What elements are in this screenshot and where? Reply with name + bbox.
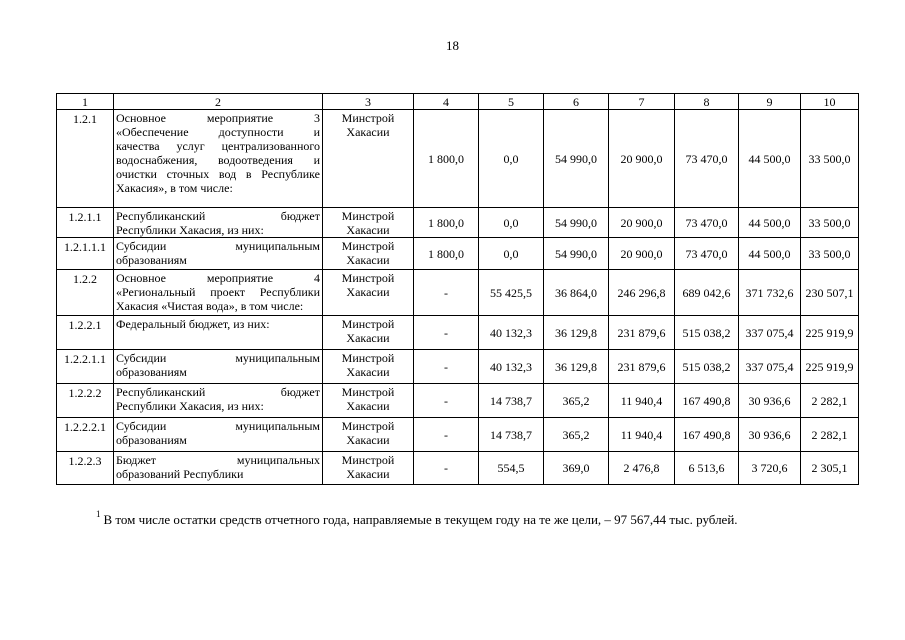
description-line: Республиканский бюджет: [116, 209, 320, 223]
row-description: [114, 350, 323, 384]
value-cell: 369,0: [544, 452, 609, 485]
value-cell: 1 800,0: [414, 208, 479, 238]
org-line: Минстрой: [341, 239, 395, 253]
row-responsible-org: [323, 350, 414, 384]
row-description: [114, 238, 323, 270]
description-line: Бюджет муниципальных: [116, 453, 320, 467]
value-cell: 225 919,9: [801, 316, 859, 350]
value-cell: 0,0: [479, 208, 544, 238]
row-description: [114, 316, 323, 350]
value-cell: 44 500,0: [739, 208, 801, 238]
value-cell: 36 864,0: [544, 270, 609, 316]
description-line: Основное мероприятие 4: [116, 271, 320, 285]
column-header: 7: [609, 94, 675, 110]
row-code: 1.2.2.2.1: [57, 418, 114, 452]
org-line: Минстрой: [341, 453, 395, 467]
row-description: [114, 110, 323, 208]
value-cell: 20 900,0: [609, 238, 675, 270]
value-cell: -: [414, 452, 479, 485]
table-row: [57, 270, 859, 316]
description-line: «Региональный проект Республики: [116, 285, 320, 299]
column-header: 3: [323, 94, 414, 110]
value-cell: 14 738,7: [479, 384, 544, 418]
value-cell: 337 075,4: [739, 350, 801, 384]
column-header: 6: [544, 94, 609, 110]
org-line: Минстрой: [341, 317, 395, 331]
value-cell: 54 990,0: [544, 208, 609, 238]
table-row: [57, 316, 859, 350]
value-cell: 55 425,5: [479, 270, 544, 316]
value-cell: 2 282,1: [801, 384, 859, 418]
description-line: Хакасия «Чистая вода», в том числе:: [116, 299, 304, 313]
table-header-row: [57, 94, 859, 110]
org-line: Хакасии: [346, 433, 390, 447]
value-cell: -: [414, 384, 479, 418]
description-line: Республики Хакасия, из них:: [116, 223, 264, 237]
value-cell: 11 940,4: [609, 384, 675, 418]
value-cell: 2 282,1: [801, 418, 859, 452]
value-cell: 689 042,6: [675, 270, 739, 316]
row-description: [114, 452, 323, 485]
value-cell: 167 490,8: [675, 384, 739, 418]
value-cell: 1 800,0: [414, 110, 479, 208]
value-cell: 33 500,0: [801, 238, 859, 270]
value-cell: -: [414, 418, 479, 452]
row-code: 1.2.2.3: [57, 452, 114, 485]
column-header: 4: [414, 94, 479, 110]
row-code: 1.2.1.1: [57, 208, 114, 238]
description-line: образованиям: [116, 253, 187, 267]
column-header: 10: [801, 94, 859, 110]
row-responsible-org: [323, 110, 414, 208]
column-header: 9: [739, 94, 801, 110]
org-line: Хакасии: [346, 467, 390, 481]
description-line: Субсидии муниципальным: [116, 419, 320, 433]
value-cell: 2 305,1: [801, 452, 859, 485]
description-line: Субсидии муниципальным: [116, 351, 320, 365]
row-responsible-org: [323, 418, 414, 452]
org-line: Минстрой: [341, 209, 395, 223]
row-responsible-org: [323, 208, 414, 238]
row-responsible-org: [323, 270, 414, 316]
column-header: 2: [114, 94, 323, 110]
description-line: очистки сточных вод в Республике: [116, 167, 320, 181]
row-description: [114, 418, 323, 452]
value-cell: 0,0: [479, 110, 544, 208]
value-cell: 2 476,8: [609, 452, 675, 485]
value-cell: 231 879,6: [609, 316, 675, 350]
value-cell: 20 900,0: [609, 110, 675, 208]
org-line: Хакасии: [346, 253, 390, 267]
description-line: Республиканский бюджет: [116, 385, 320, 399]
description-line: образований Республики: [116, 467, 244, 481]
description-line: «Обеспечение доступности и: [116, 125, 320, 139]
column-header: 8: [675, 94, 739, 110]
row-responsible-org: [323, 452, 414, 485]
value-cell: 337 075,4: [739, 316, 801, 350]
description-line: образованиям: [116, 365, 187, 379]
value-cell: 14 738,7: [479, 418, 544, 452]
table-row: [57, 350, 859, 384]
value-cell: 225 919,9: [801, 350, 859, 384]
value-cell: 33 500,0: [801, 208, 859, 238]
org-line: Хакасии: [346, 223, 390, 237]
table-row: [57, 208, 859, 238]
value-cell: 246 296,8: [609, 270, 675, 316]
value-cell: 371 732,6: [739, 270, 801, 316]
description-line: Федеральный бюджет, из них:: [116, 317, 270, 331]
value-cell: 3 720,6: [739, 452, 801, 485]
value-cell: 30 936,6: [739, 384, 801, 418]
org-line: Минстрой: [341, 111, 395, 125]
org-line: Хакасии: [346, 399, 390, 413]
value-cell: 40 132,3: [479, 350, 544, 384]
value-cell: 36 129,8: [544, 316, 609, 350]
value-cell: 515 038,2: [675, 316, 739, 350]
value-cell: 54 990,0: [544, 238, 609, 270]
row-responsible-org: [323, 384, 414, 418]
footnote: [96, 509, 738, 528]
org-line: Минстрой: [341, 385, 395, 399]
footnote-marker: 1: [96, 509, 101, 519]
row-code: 1.2.1: [57, 110, 114, 208]
row-description: [114, 270, 323, 316]
org-line: Минстрой: [341, 351, 395, 365]
description-line: Хакасия», в том числе:: [116, 181, 233, 195]
value-cell: -: [414, 316, 479, 350]
row-description: [114, 208, 323, 238]
org-line: Минстрой: [341, 419, 395, 433]
value-cell: 230 507,1: [801, 270, 859, 316]
org-line: Хакасии: [346, 125, 390, 139]
org-line: Хакасии: [346, 285, 390, 299]
row-code: 1.2.2: [57, 270, 114, 316]
column-header: 1: [57, 94, 114, 110]
description-line: Основное мероприятие 3: [116, 111, 320, 125]
table-row: [57, 384, 859, 418]
row-code: 1.2.1.1.1: [57, 238, 114, 270]
value-cell: 515 038,2: [675, 350, 739, 384]
value-cell: 365,2: [544, 418, 609, 452]
description-line: качества услуг централизованного: [116, 139, 320, 153]
value-cell: 40 132,3: [479, 316, 544, 350]
page-number: 18: [446, 38, 459, 53]
value-cell: -: [414, 270, 479, 316]
table-row: [57, 238, 859, 270]
column-header: 5: [479, 94, 544, 110]
value-cell: 20 900,0: [609, 208, 675, 238]
row-responsible-org: [323, 316, 414, 350]
row-responsible-org: [323, 238, 414, 270]
description-line: Республики Хакасия, из них:: [116, 399, 264, 413]
table-row: [57, 452, 859, 485]
row-code: 1.2.2.1: [57, 316, 114, 350]
description-line: водоснабжения, водоотведения и: [116, 153, 320, 167]
description-line: Субсидии муниципальным: [116, 239, 320, 253]
row-code: 1.2.2.2: [57, 384, 114, 418]
footnote-text: В том числе остатки средств отчетного года, направляемые в текущем году на те же цели, – 97 567,44 тыс. рублей.: [103, 512, 738, 527]
org-line: Хакасии: [346, 331, 390, 345]
budget-table: [56, 93, 859, 485]
value-cell: 6 513,6: [675, 452, 739, 485]
value-cell: 44 500,0: [739, 110, 801, 208]
value-cell: 33 500,0: [801, 110, 859, 208]
row-description: [114, 384, 323, 418]
value-cell: 554,5: [479, 452, 544, 485]
value-cell: 73 470,0: [675, 110, 739, 208]
value-cell: 365,2: [544, 384, 609, 418]
row-code: 1.2.2.1.1: [57, 350, 114, 384]
value-cell: 167 490,8: [675, 418, 739, 452]
value-cell: 73 470,0: [675, 238, 739, 270]
value-cell: 44 500,0: [739, 238, 801, 270]
value-cell: 36 129,8: [544, 350, 609, 384]
table-row: [57, 110, 859, 208]
description-line: образованиям: [116, 433, 187, 447]
value-cell: 231 879,6: [609, 350, 675, 384]
org-line: Хакасии: [346, 365, 390, 379]
org-line: Минстрой: [341, 271, 395, 285]
value-cell: 0,0: [479, 238, 544, 270]
value-cell: 1 800,0: [414, 238, 479, 270]
value-cell: 30 936,6: [739, 418, 801, 452]
value-cell: 73 470,0: [675, 208, 739, 238]
value-cell: 11 940,4: [609, 418, 675, 452]
value-cell: 54 990,0: [544, 110, 609, 208]
value-cell: -: [414, 350, 479, 384]
table-row: [57, 418, 859, 452]
